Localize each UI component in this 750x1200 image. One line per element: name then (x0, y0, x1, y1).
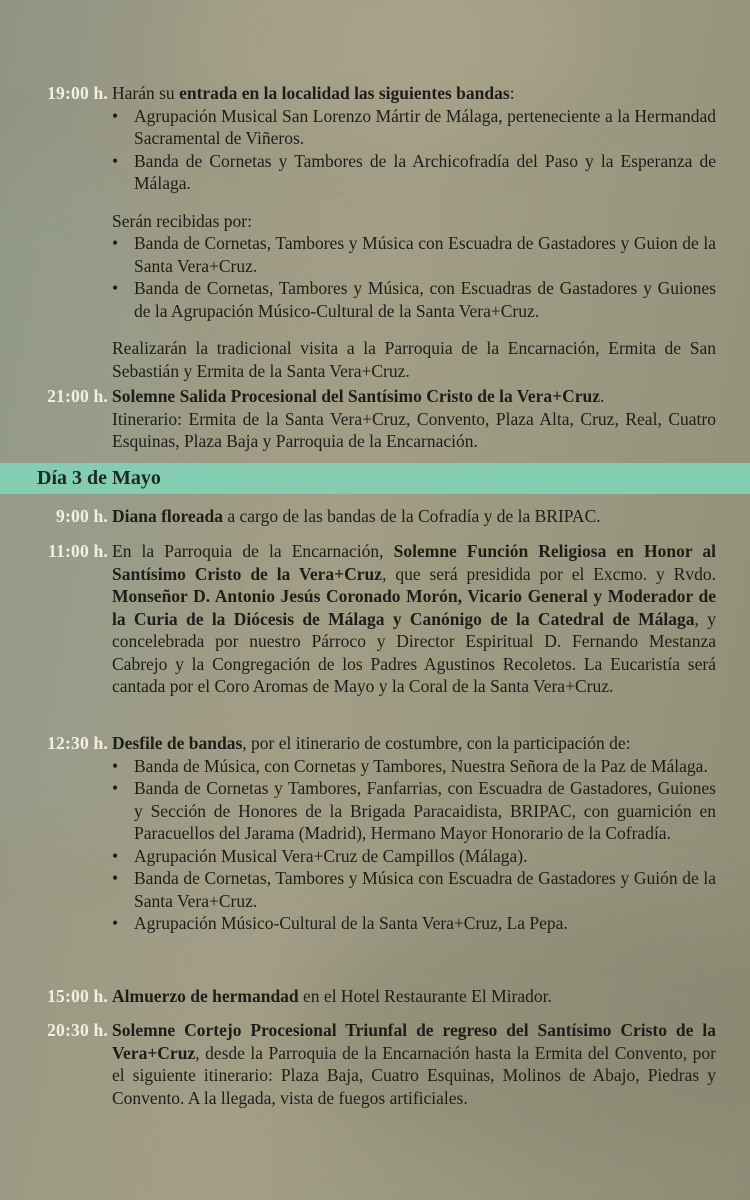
entry-intro: Harán su entrada en la localidad las siguientes bandas: (112, 83, 515, 103)
day-header-band (0, 463, 750, 494)
band-list-item: • Agrupación Musical San Lorenzo Mártir de Málaga, perteneciente a la Hermandad Sacramental de Viñeros. (112, 105, 716, 150)
visit-text: Realizarán la tradicional visita a la Parroquia de la Encarnación, Ermita de San Sebastián y Ermita de la Santa Vera+Cruz. (112, 338, 716, 381)
time-label: 19:00 h. (47, 83, 108, 103)
receiver-list-item: • Banda de Cornetas, Tambores y Música, con Escuadras de Gastadores y Guiones de la Agrupación Músico-Cultural de la Santa Vera+Cruz. (112, 277, 716, 322)
entry-body (112, 732, 716, 935)
band-list-item: • Banda de Cornetas y Tambores, Fanfarrias, con Escuadra de Gastadores, Guiones y Sección de Honores de la Brigada Paracaidista, BRIPAC, con guarnición en Paracuellos del Jarama (Madrid), Hermano Mayor Honorario de la Cofradía. (112, 777, 716, 845)
band-list-item: • Banda de Cornetas, Tambores y Música con Escuadra de Gastadores y Guión de la Santa Vera+Cruz. (112, 867, 716, 912)
receiver-list-item: • Banda de Cornetas, Tambores y Música con Escuadra de Gastadores y Guion de la Santa Vera+Cruz. (112, 232, 716, 277)
band-list-item: • Agrupación Músico-Cultural de la Santa Vera+Cruz, La Pepa. (112, 912, 716, 935)
entry-intro: Desfile de bandas, por el itinerario de costumbre, con la participación de: (112, 733, 631, 753)
band-list-item: • Banda de Cornetas y Tambores de la Archicofradía del Paso y la Esperanza de Málaga. (112, 150, 716, 195)
itinerary-text: Itinerario: Ermita de la Santa Vera+Cruz, Convento, Plaza Alta, Cruz, Real, Cuatro Esquinas, Plaza Baja y Parroquia de la Encarnación. (112, 408, 716, 451)
day-title: Día 3 de Mayo (37, 467, 161, 489)
time-label: 15:00 h. (47, 986, 108, 1006)
entry-body: Diana floreada a cargo de las bandas de la Cofradía y de la BRIPAC. (112, 506, 601, 526)
time-label: 11:00 h. (48, 541, 108, 561)
entry-body: En la Parroquia de la Encarnación, Solemne Función Religiosa en Honor al Santísimo Cristo de la Vera+Cruz, que será presidida por el Excmo. y Rvdo. Monseñor D. Antonio Jesús Coronado Morón, Vicario General y Moderador de la Curia de la Diócesis de Málaga y Canónigo de la Catedral de Málaga, y concelebrada por nuestro Párroco y Director Espiritual D. Fernando Mestanza Cabrejo y la Congregación de los Padres Agustinos Recoletos. La Eucaristía será cantada por el Coro Aromas de Mayo y la Coral de la Santa Vera+Cruz. (112, 541, 716, 696)
entry-body: Solemne Cortejo Procesional Triunfal de regreso del Santísimo Cristo de la Vera+Cruz, desde la Parroquia de la Encarnación hasta la Ermita del Convento, por el siguiente itinerario: Plaza Baja, Cuatro Esquinas, Molinos de Abajo, Piedras y Convento. A la llegada, vista de fuegos artificiales. (112, 1020, 716, 1108)
time-label: 9:00 h. (56, 506, 108, 526)
band-list-item: • Agrupación Musical Vera+Cruz de Campillos (Málaga). (112, 845, 716, 868)
entry-body: Almuerzo de hermandad en el Hotel Restaurante El Mirador. (112, 986, 552, 1006)
time-label: 21:00 h. (47, 386, 108, 406)
band-list-item: • Banda de Música, con Cornetas y Tambores, Nuestra Señora de la Paz de Málaga. (112, 755, 716, 778)
entry-body (112, 82, 716, 382)
time-label: 20:30 h. (47, 1020, 108, 1040)
entry-title: Solemne Salida Procesional del Santísimo Cristo de la Vera+Cruz. (112, 386, 605, 406)
time-label: 12:30 h. (47, 733, 108, 753)
entry-body (112, 385, 716, 453)
received-by-label: Serán recibidas por: (112, 210, 252, 231)
